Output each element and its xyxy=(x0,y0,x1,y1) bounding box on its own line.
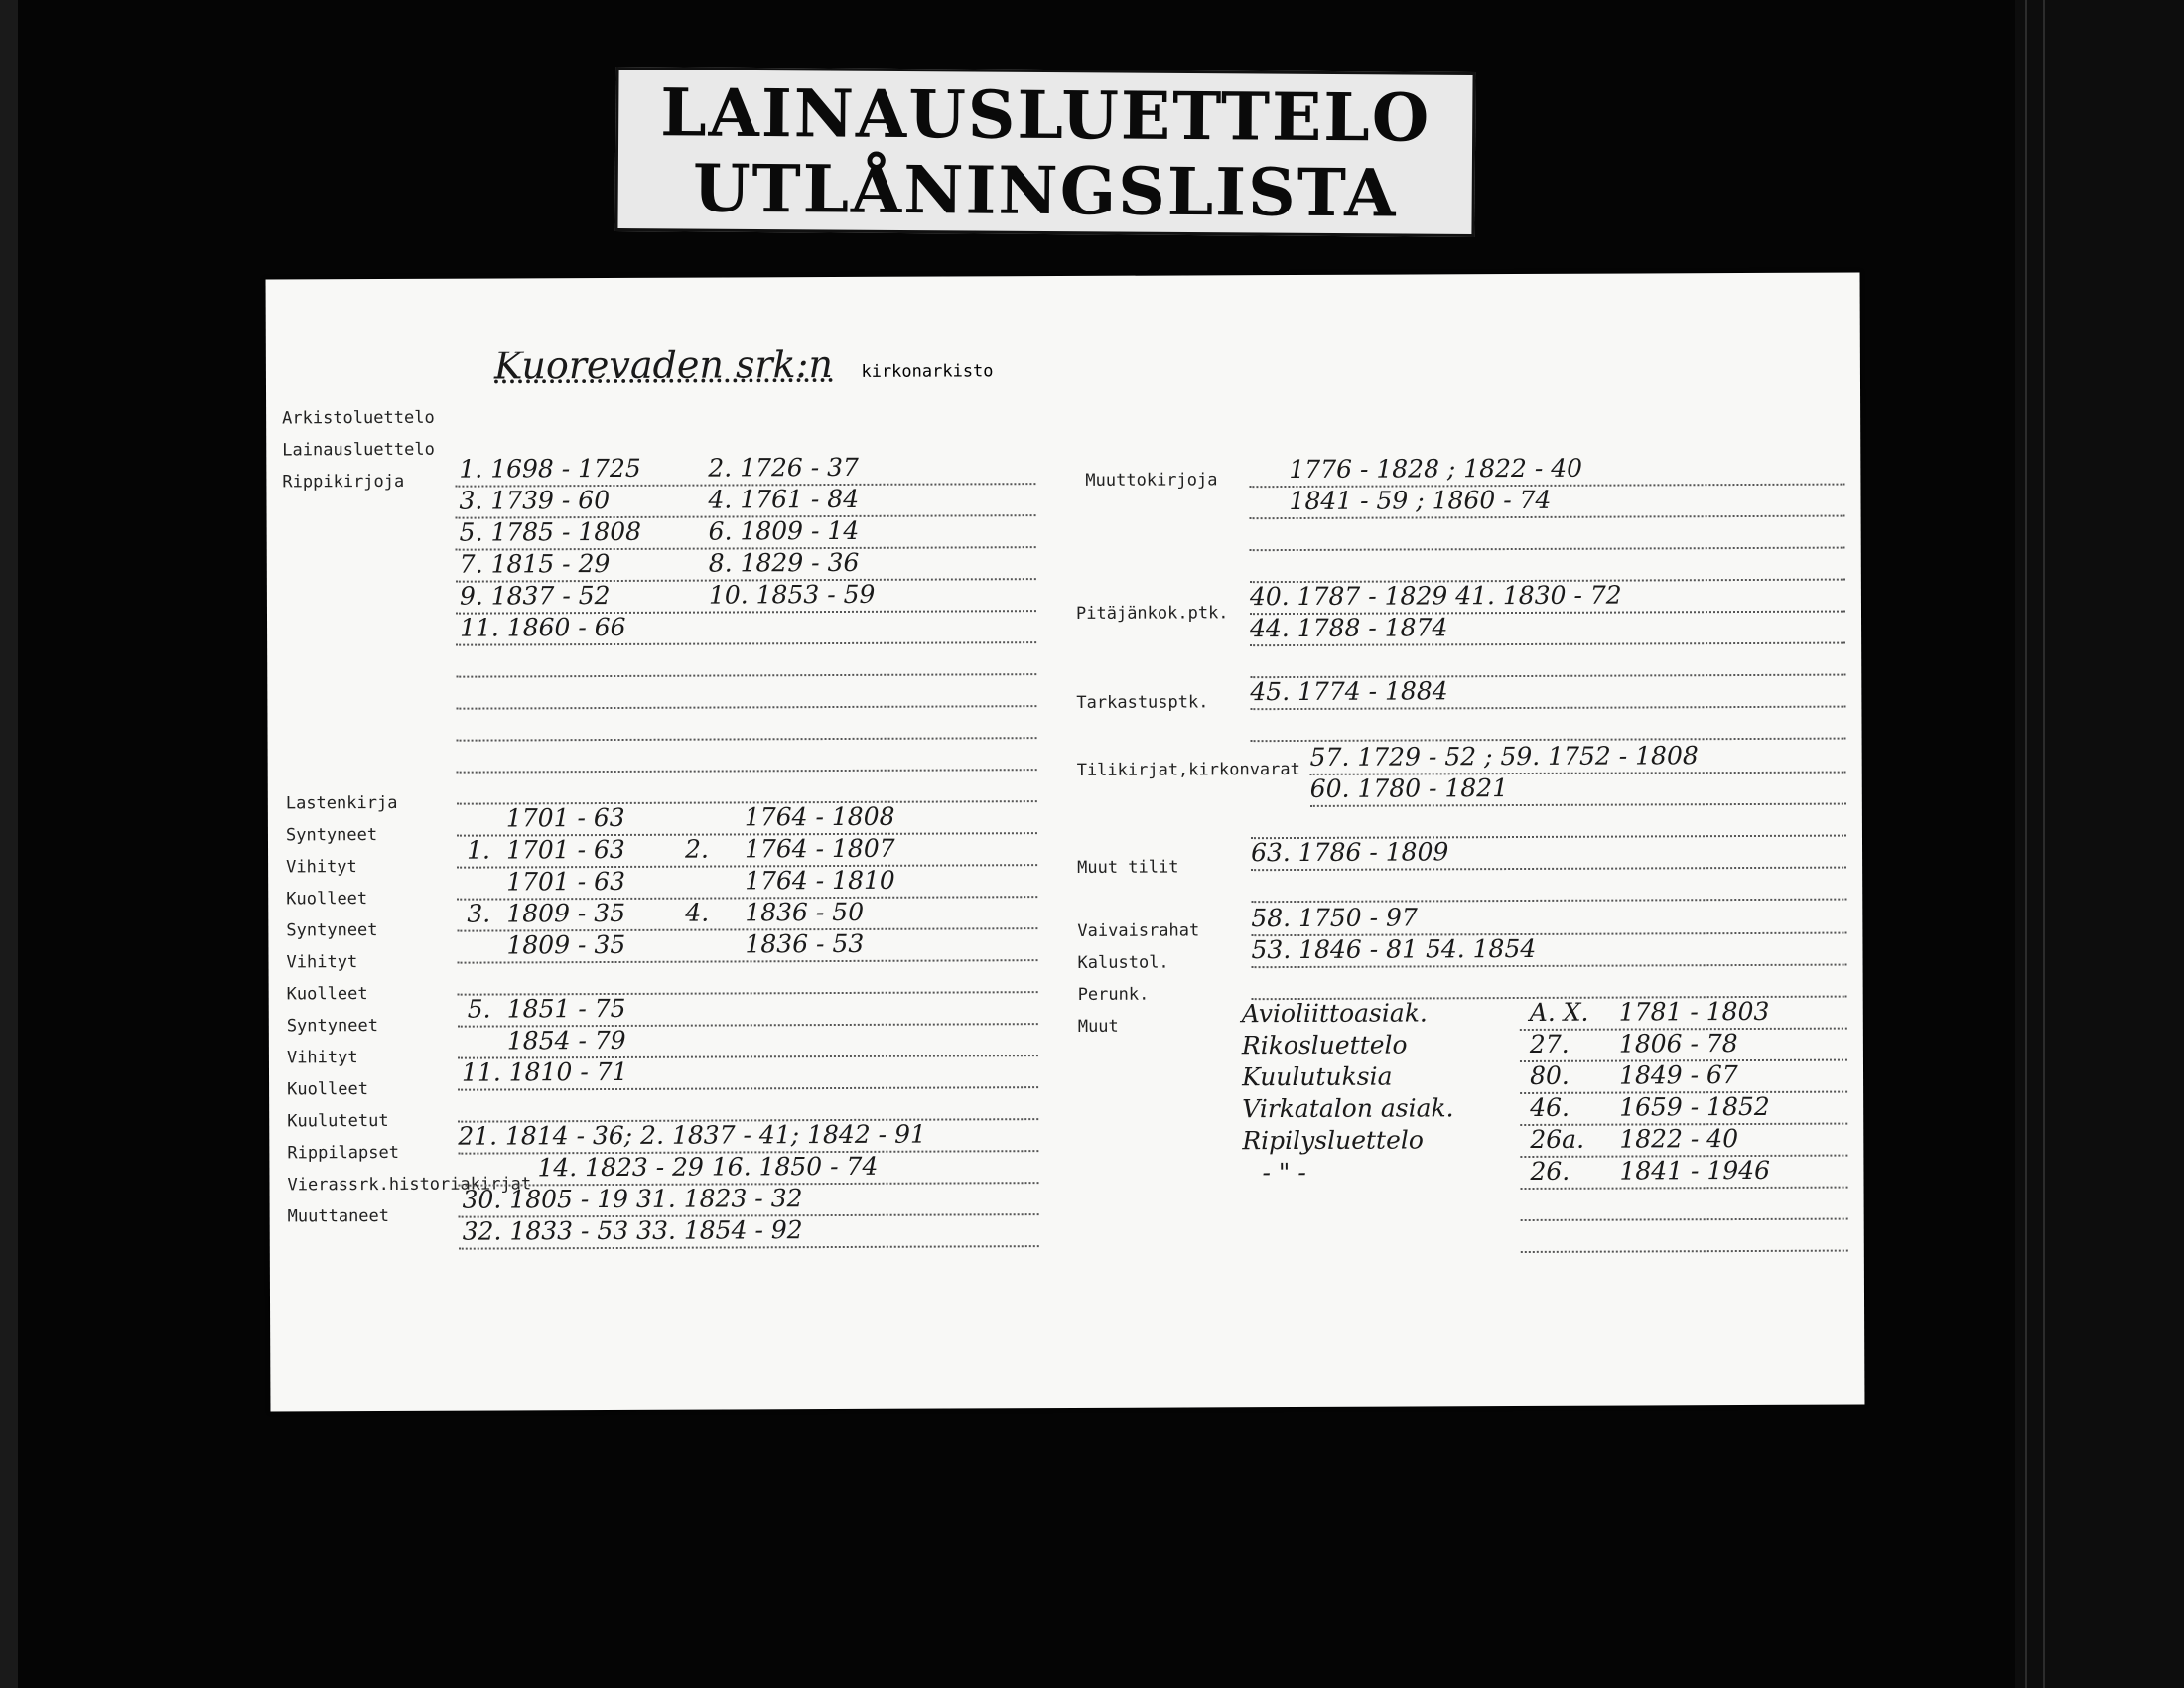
tarkastusptk-entry: 45. 1774 - 1884 xyxy=(1250,676,1448,707)
rippikirja-entry: 8. 1829 - 36 xyxy=(708,547,860,578)
rippikirja-row xyxy=(455,452,1035,488)
births-row xyxy=(458,1058,1038,1091)
stamp-title-swedish: UTLÅNINGSLISTA xyxy=(692,149,1398,232)
label-muut: Muut xyxy=(1077,1016,1119,1037)
label-rippilapset: Rippilapset xyxy=(287,1142,399,1164)
film-line xyxy=(2025,0,2027,1688)
muuttokirjoja-entry: 1776 - 1828 ; 1822 - 40 xyxy=(1289,453,1583,485)
film-line xyxy=(2043,0,2045,1688)
muut-row xyxy=(1262,1155,1847,1190)
births-entry: 1701 - 63 xyxy=(505,802,625,833)
pitajankok-row xyxy=(1249,580,1845,616)
rippikirja-row xyxy=(455,484,1035,519)
label-kuolleet: Kuolleet xyxy=(286,889,368,910)
empty-row xyxy=(456,645,1036,678)
births-row xyxy=(457,801,1037,837)
empty-row xyxy=(1250,710,1845,743)
muut-ref: 26a. xyxy=(1530,1124,1585,1154)
label-muut-tilit: Muut tilit xyxy=(1077,857,1179,878)
parish-name: Kuorevaden srk:n xyxy=(493,343,834,388)
births-entry: 1809 - 35 xyxy=(506,898,626,928)
muut-years: 1841 - 1946 xyxy=(1619,1155,1771,1186)
label-perunk: Perunk. xyxy=(1077,984,1150,1005)
group-number: 5. xyxy=(467,994,491,1024)
rippikirja-entry: 10. 1853 - 59 xyxy=(708,579,876,610)
muut-years: 1849 - 67 xyxy=(1618,1060,1738,1090)
muut-years: 1781 - 1803 xyxy=(1618,996,1770,1027)
kalustol-entry: 53. 1846 - 81 54. 1854 xyxy=(1251,933,1537,965)
group-number: 2. xyxy=(684,834,709,864)
vaivaisrahat-row xyxy=(1251,905,1846,937)
births-entry: 1836 - 53 xyxy=(745,928,865,959)
tarkastusptk-row xyxy=(1250,678,1845,711)
rippilapset-entry: 21. 1814 - 36; 2. 1837 - 41; 1842 - 91 xyxy=(458,1119,926,1151)
muut-name: Ripilysluettelo xyxy=(1242,1125,1424,1156)
film-border-left xyxy=(0,0,18,1688)
muut-row xyxy=(1242,1091,1847,1126)
muut-name: Avioliittoasiak. xyxy=(1241,998,1428,1029)
empty-row xyxy=(1521,1222,1848,1253)
empty-row xyxy=(1251,871,1846,904)
empty-row xyxy=(1250,646,1845,679)
label-syntyneet: Syntyneet xyxy=(286,920,378,941)
muuttokirjoja-row xyxy=(1249,453,1844,489)
rippikirja-entry: 6. 1809 - 14 xyxy=(708,515,860,546)
empty-row xyxy=(458,963,1038,996)
label-pitajankok: Pitäjänkok.ptk. xyxy=(1075,603,1229,624)
vaivaisrahat-entry: 58. 1750 - 97 xyxy=(1251,903,1418,933)
tilikirjat-row xyxy=(1310,775,1846,807)
births-entry: 1764 - 1810 xyxy=(745,865,895,896)
rippikirja-entry: 1. 1698 - 1725 xyxy=(459,453,641,484)
film-border-right xyxy=(2015,0,2184,1688)
rippikirja-entry: 4. 1761 - 84 xyxy=(708,484,860,514)
births-entry: 1701 - 63 xyxy=(506,866,626,897)
muut-name: Rikosluettelo xyxy=(1241,1030,1408,1060)
group-number: 1. xyxy=(466,835,490,865)
muut-years: 1659 - 1852 xyxy=(1619,1091,1770,1122)
muuttokirjoja-entry: 1841 - 59 ; 1860 - 74 xyxy=(1289,485,1552,516)
pitajankok-entry: 44. 1788 - 1874 xyxy=(1249,613,1448,643)
label-kuulutetut: Kuulutetut xyxy=(287,1110,389,1132)
label-arkistoluettelo: Arkistoluettelo xyxy=(282,407,435,429)
label-kuolleet: Kuolleet xyxy=(287,1079,369,1100)
births-row xyxy=(457,833,1037,869)
label-muuttaneet: Muuttaneet xyxy=(287,1205,390,1227)
pitajankok-entry: 40. 1787 - 1829 41. 1830 - 72 xyxy=(1249,580,1622,612)
muut-years: 1822 - 40 xyxy=(1619,1124,1739,1154)
muuttaneet-entry: 30. 1805 - 19 31. 1823 - 32 xyxy=(462,1184,803,1214)
muut-name: Virkatalon asiak. xyxy=(1242,1093,1454,1124)
rippikirja-entry: 2. 1726 - 37 xyxy=(708,452,859,483)
label-syntyneet: Syntyneet xyxy=(286,1016,378,1037)
label-lastenkirja: Lastenkirja xyxy=(285,792,398,814)
rippilapset-row xyxy=(458,1119,1038,1155)
births-entry: 1854 - 79 xyxy=(506,1025,626,1055)
births-row xyxy=(457,865,1037,901)
births-row xyxy=(457,928,1037,964)
muut-years: 1806 - 78 xyxy=(1618,1029,1738,1058)
rippikirja-entry: 11. 1860 - 66 xyxy=(459,612,626,642)
kalustol-row xyxy=(1251,933,1846,969)
births-row xyxy=(458,995,1038,1028)
tilikirjat-entry: 57. 1729 - 52 ; 59. 1752 - 1808 xyxy=(1309,741,1699,772)
tilikirjat-row xyxy=(1309,741,1846,775)
tilikirjat-entry: 60. 1780 - 1821 xyxy=(1309,774,1509,803)
vierassrk-row xyxy=(458,1151,1038,1187)
muut-ref: 26. xyxy=(1530,1156,1570,1186)
muut-ref: 80. xyxy=(1529,1060,1570,1090)
label-vaivaisrahat: Vaivaisrahat xyxy=(1077,920,1200,941)
rippikirja-row xyxy=(456,579,1036,615)
muut-name: - " - xyxy=(1262,1157,1306,1188)
label-vihityt: Vihityt xyxy=(286,857,357,878)
empty-row xyxy=(457,773,1037,805)
births-row xyxy=(458,1027,1038,1059)
stamp-title-finnish: LAINAUSLUETTELO xyxy=(659,73,1432,157)
muut-row xyxy=(1241,1029,1847,1062)
births-entry: 1764 - 1807 xyxy=(744,833,895,864)
muut-row xyxy=(1241,1060,1847,1094)
empty-row xyxy=(1250,551,1845,584)
muuttaneet-row xyxy=(459,1217,1039,1250)
label-vihityt: Vihityt xyxy=(286,952,358,973)
label-tarkastusptk: Tarkastusptk. xyxy=(1076,692,1209,713)
births-entry: 11. 1810 - 71 xyxy=(461,1056,628,1087)
muut-ref: A. X. xyxy=(1529,997,1589,1027)
group-number: 3. xyxy=(467,899,491,928)
label-kuolleet: Kuolleet xyxy=(286,984,368,1005)
muut-tilit-entry: 63. 1786 - 1809 xyxy=(1250,837,1449,868)
label-vierassrk: Vierassrk.historiakirjat xyxy=(287,1174,532,1196)
rippikirja-entry: 7. 1815 - 29 xyxy=(459,548,611,579)
muuttokirjoja-row xyxy=(1249,485,1844,520)
empty-row xyxy=(1252,968,1847,1001)
muut-name: Kuulutuksia xyxy=(1241,1061,1393,1092)
title-stamp xyxy=(614,67,1475,237)
muuttaneet-entry: 32. 1833 - 53 33. 1854 - 92 xyxy=(462,1215,803,1246)
label-muuttokirjoja: Muuttokirjoja xyxy=(1085,470,1218,491)
archive-card xyxy=(266,273,1865,1412)
muuttaneet-row xyxy=(459,1186,1039,1218)
births-entry: 1851 - 75 xyxy=(506,993,626,1024)
label-kalustol: Kalustol. xyxy=(1077,952,1169,973)
births-row xyxy=(457,897,1037,932)
label-tilikirjat: Tilikirjat,kirkonvarat xyxy=(1076,759,1300,780)
muut-tilit-row xyxy=(1251,839,1846,872)
empty-row xyxy=(458,1090,1038,1123)
muut-ref: 46. xyxy=(1530,1092,1570,1122)
rippikirja-row xyxy=(456,614,1036,646)
label-lainausluettelo: Lainausluettelo xyxy=(282,439,435,461)
empty-row xyxy=(1521,1191,1848,1221)
births-entry: 1764 - 1808 xyxy=(744,801,895,832)
empty-row xyxy=(456,677,1036,710)
group-number: 4. xyxy=(685,898,710,927)
empty-row xyxy=(456,709,1036,742)
rippikirja-entry: 9. 1837 - 52 xyxy=(459,580,611,611)
pitajankok-row xyxy=(1250,615,1845,647)
rippikirja-entry: 3. 1739 - 60 xyxy=(459,485,611,515)
births-entry: 1809 - 35 xyxy=(506,929,626,960)
vierassrk-entry: 14. 1823 - 29 16. 1850 - 74 xyxy=(537,1151,879,1183)
card-title xyxy=(494,342,994,387)
title-suffix: kirkonarkisto xyxy=(861,361,994,382)
muut-ref: 27. xyxy=(1529,1029,1570,1058)
empty-row xyxy=(1251,807,1846,840)
births-entry: 1836 - 50 xyxy=(745,897,865,927)
empty-row xyxy=(457,741,1037,774)
label-rippikirjoja: Rippikirjoja xyxy=(282,471,405,492)
rippikirja-row xyxy=(456,547,1036,583)
label-vihityt: Vihityt xyxy=(286,1048,358,1068)
muut-row xyxy=(1242,1124,1847,1158)
label-syntyneet: Syntyneet xyxy=(285,825,378,846)
muut-row xyxy=(1241,996,1847,1031)
rippikirja-entry: 5. 1785 - 1808 xyxy=(459,516,642,547)
rippikirja-row xyxy=(456,515,1036,551)
births-entry: 1701 - 63 xyxy=(505,834,625,865)
empty-row xyxy=(1250,519,1845,552)
